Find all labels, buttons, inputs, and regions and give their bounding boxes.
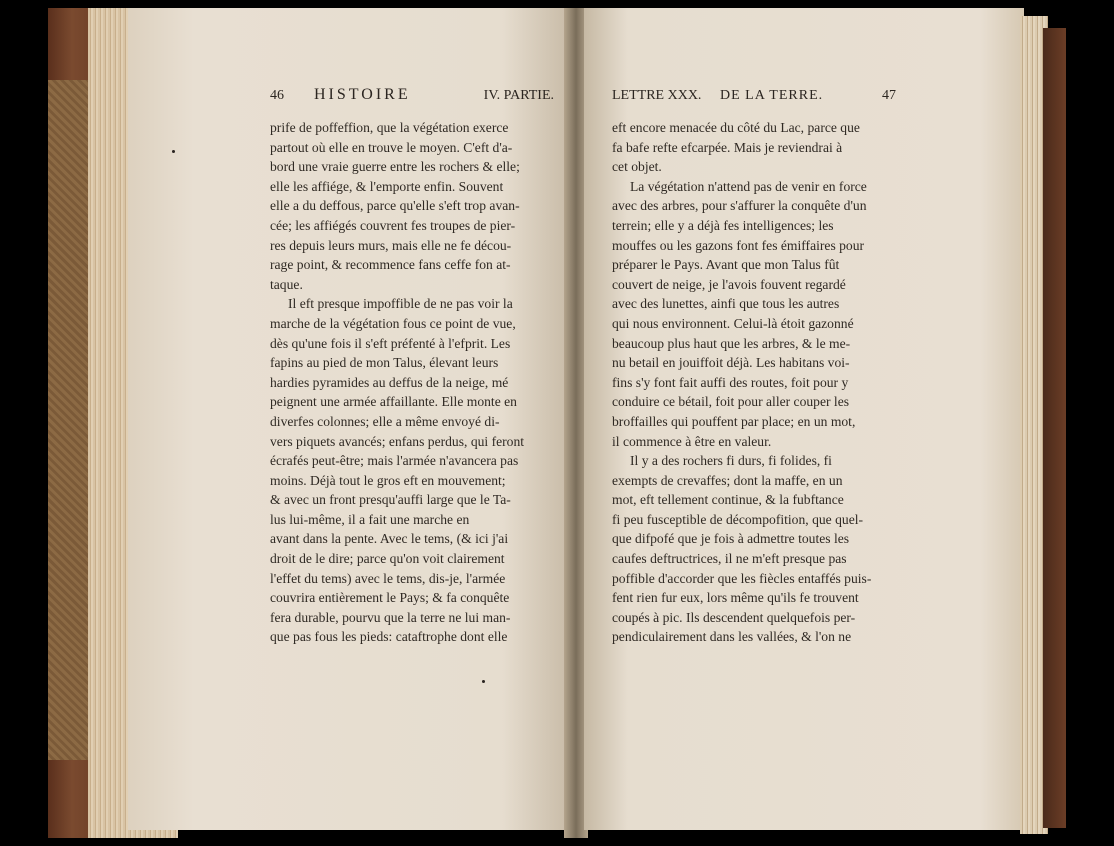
right-running-title: LETTRE XXX. <box>612 88 702 103</box>
text-line: couvert de neige, je l'avois fouvent regardé <box>612 276 846 292</box>
right-subtitle: DE LA TERRE. <box>720 88 824 103</box>
text-line: moins. Déjà tout le gros eft en mouvement; <box>270 472 506 488</box>
right-page-number: 47 <box>882 88 896 103</box>
text-line: mouffes ou les gazons font fes émiffaires pour <box>612 237 865 253</box>
text-line: diverfes colonnes; elle a même envoyé di- <box>270 413 500 429</box>
text-line: fent rien fur eux, lors même qu'ils fe trouvent <box>612 590 859 606</box>
text-line: elle a du deffous, parce qu'elle s'eft trop avan- <box>270 198 520 214</box>
text-line: coupés à pic. Ils descendent quelquefois per- <box>612 609 856 625</box>
text-line: cet objet. <box>612 159 662 175</box>
text-line: elle les affiége, & l'emporte enfin. Souvent <box>270 178 504 194</box>
text-line: dès qu'une fois il s'eft préfenté à l'efprit. Les <box>270 335 511 351</box>
text-line: vers piquets avancés; enfans perdus, qui feront <box>270 433 525 449</box>
text-line: rage point, & recommence fans ceffe fon at- <box>270 257 511 273</box>
text-line: peignent une armée affaillante. Elle monte en <box>270 394 517 410</box>
text-line: eft encore menacée du côté du Lac, parce que <box>612 120 860 135</box>
text-line: partout où elle en trouve le moyen. C'eft d'a- <box>270 139 513 155</box>
text-line: que difpofé que je fois à admettre toutes les <box>612 531 850 547</box>
text-line: il commence à être en valeur. <box>612 433 772 449</box>
text-line: poffible d'accorder que les fiècles entaffés puis- <box>612 570 872 586</box>
left-header <box>270 88 554 104</box>
text-line: marche de la végétation fous ce point de vue, <box>270 315 516 331</box>
text-line: La végétation n'attend pas de venir en force <box>630 178 867 194</box>
ink-speck <box>482 680 485 683</box>
text-line: avec des arbres, pour s'affurer la conquête d'un <box>612 198 867 214</box>
text-line: lus lui-même, il a fait une marche en <box>270 511 470 527</box>
text-line: l'effet du tems) avec le tems, dis-je, l'armée <box>270 570 506 586</box>
right-header <box>612 88 896 104</box>
right-body-text <box>612 118 892 647</box>
left-page-number: 46 <box>270 88 284 103</box>
text-line: qui nous environnent. Celui-là étoit gazonné <box>612 315 854 331</box>
text-line: fi peu fusceptible de décompofition, que quel- <box>612 511 864 527</box>
text-line: fa bafe refte efcarpée. Mais je reviendrai à <box>612 139 843 155</box>
text-line: droit de le dire; parce qu'on voit clairement <box>270 551 505 567</box>
text-line: écrafés peut-être; mais l'armée n'avancera pas <box>270 453 519 469</box>
text-line: prife de poffeffion, que la végétation exerce <box>270 120 509 135</box>
text-line: mot, eft tellement continue, & la fubftance <box>612 492 844 508</box>
text-line: conduire ce bétail, foit pour aller couper les <box>612 394 850 410</box>
open-book <box>48 8 1066 838</box>
left-body-text <box>270 118 550 647</box>
text-line: res depuis leurs murs, mais elle ne fe décou- <box>270 237 512 253</box>
text-line: fins s'y font fait auffi des routes, foit pour y <box>612 374 849 390</box>
text-line: exempts de crevaffes; dont la maffe, en un <box>612 472 843 488</box>
text-line: Il y a des rochers fi durs, fi folides, fi <box>630 453 832 469</box>
text-line: cée; les affiégés couvrent fes troupes de pier- <box>270 217 516 233</box>
text-line: beaucoup plus haut que les arbres, & le me- <box>612 335 851 351</box>
text-line: fapins au pied de mon Talus, élevant leurs <box>270 355 499 371</box>
text-line: couvrira entièrement le Pays; & fa conquête <box>270 590 510 606</box>
text-line: taque. <box>270 276 303 292</box>
text-line: que pas fous les pieds: cataftrophe dont elle <box>270 629 508 645</box>
text-line: & avec un front presqu'auffi large que le Ta- <box>270 492 511 508</box>
text-line: caufes deftructrices, il ne m'eft presque pas <box>612 551 847 567</box>
text-line: hardies pyramides au deffus de la neige, mé <box>270 374 509 390</box>
text-line: bord une vraie guerre entre les rochers & elle; <box>270 159 520 175</box>
text-line: préparer le Pays. Avant que mon Talus fût <box>612 257 840 273</box>
left-running-title: HISTOIRE <box>314 86 411 103</box>
text-line: fera durable, pourvu que la terre ne lui man- <box>270 609 511 625</box>
text-line: broffailles qui pouffent par place; en un mot, <box>612 413 856 429</box>
cover-board-texture <box>48 80 88 760</box>
text-line: pendiculairement dans les vallées, & l'on ne <box>612 629 852 645</box>
text-line: terrein; elle y a déjà fes intelligences; les <box>612 217 834 233</box>
text-line: Il eft presque impoffible de ne pas voir la <box>288 296 513 312</box>
ink-speck <box>172 150 175 153</box>
text-line: avec des lunettes, ainfi que tous les autres <box>612 296 840 312</box>
text-line: avant dans la pente. Avec le tems, (& ici j'ai <box>270 531 509 547</box>
left-part-label: IV. PARTIE. <box>483 88 554 103</box>
text-line: nu betail en jouiffoit déjà. Les habitans voi- <box>612 355 850 371</box>
right-cover <box>1043 28 1066 828</box>
